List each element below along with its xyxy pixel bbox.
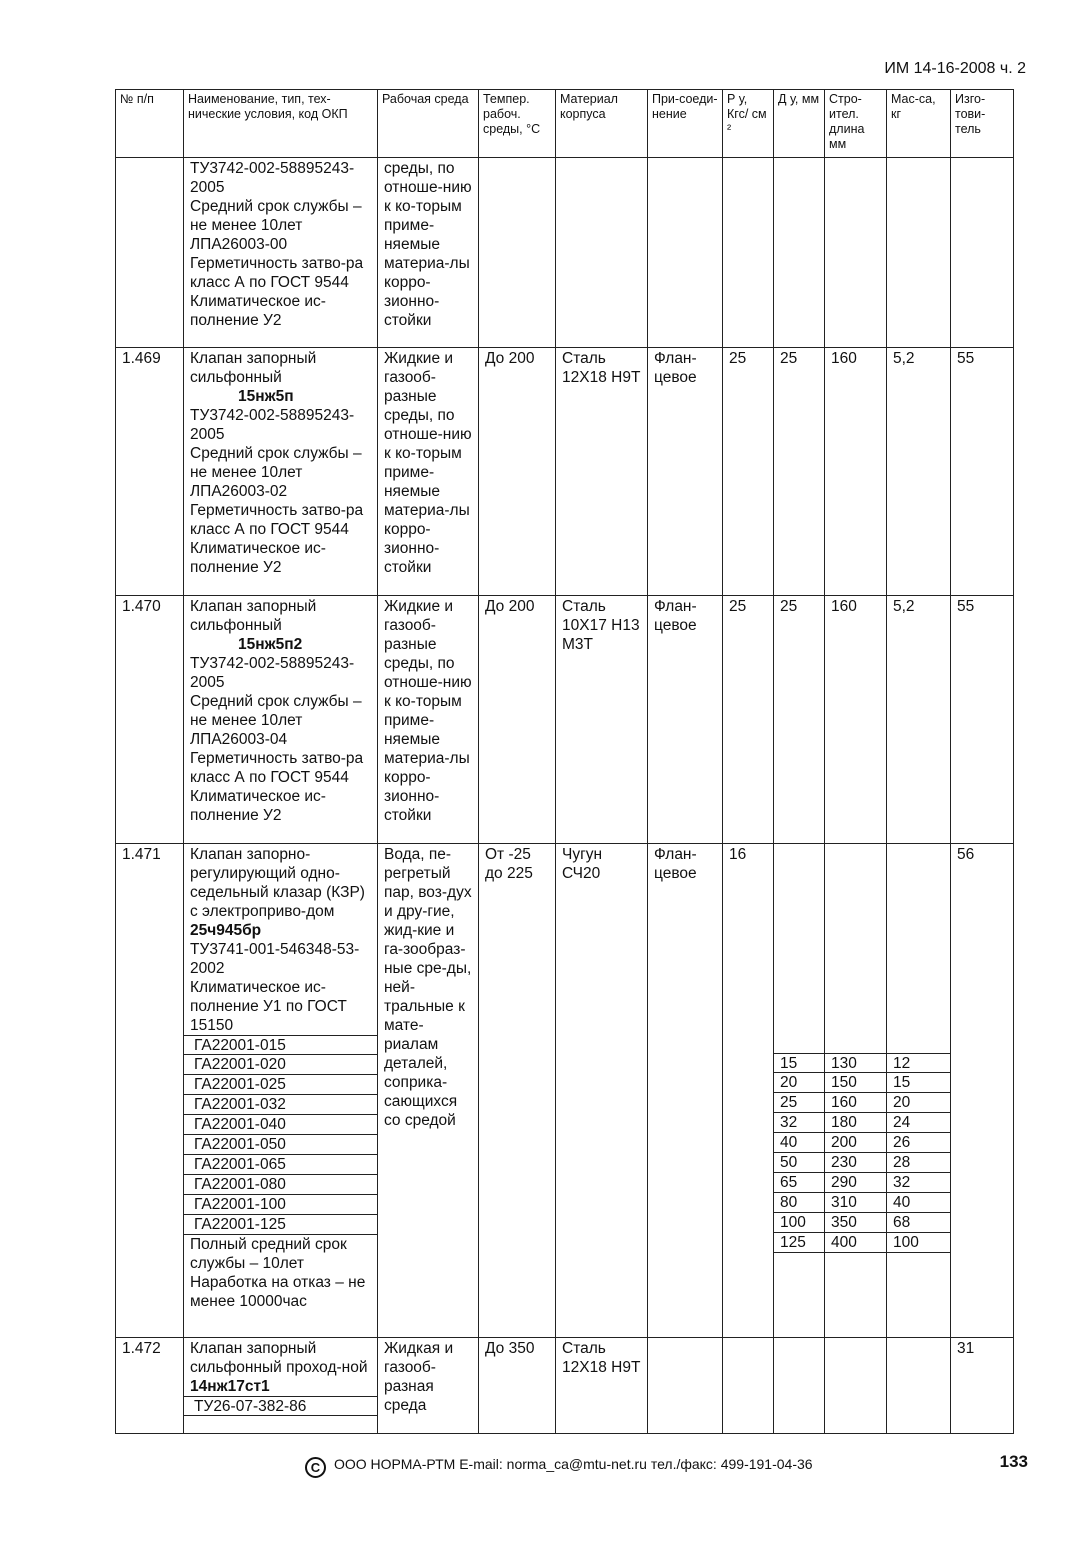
dn-value: 125 bbox=[774, 1233, 824, 1253]
table-row-continuation bbox=[116, 158, 1014, 348]
pressure-cell: 25 bbox=[723, 596, 774, 844]
row-number: 1.472 bbox=[116, 1338, 184, 1434]
row-number: 1.469 bbox=[116, 348, 184, 596]
medium-cell: Жидкая и газооб-разная среда bbox=[378, 1338, 479, 1434]
length-value: 400 bbox=[825, 1233, 886, 1253]
length-value: 310 bbox=[825, 1193, 886, 1213]
model-code: 25ч945бр bbox=[190, 922, 262, 939]
variant-item: ГА22001-040 bbox=[184, 1115, 377, 1135]
length-value: 130 bbox=[825, 1053, 886, 1073]
footer-text: ООО НОРМА-РТМ E-mail: norma_ca@mtu-net.ru тел./факс: 499-191-04-36 bbox=[334, 1456, 813, 1472]
copyright-icon: C bbox=[305, 1457, 326, 1478]
model-code: 14нж17ст1 bbox=[190, 1378, 270, 1395]
variant-item: ГА22001-125 bbox=[184, 1215, 377, 1235]
material-cell: Сталь 12Х18 Н9Т bbox=[556, 348, 648, 596]
maker-cell: 55 bbox=[951, 348, 1014, 596]
medium-cell: Жидкие и газооб-разные среды, по отноше-нию к ко-торым приме-няемые материа-лы корро-зионно-стойки bbox=[378, 596, 479, 844]
medium-cell: среды, по отноше-нию к ко-торым приме-няемые материа-лы корро-зионно-стойки bbox=[378, 158, 479, 348]
col-temp-header: Темпер. рабоч. среды, °С bbox=[479, 90, 556, 158]
col-pressure-header: Р у, Кгс/ см ² bbox=[723, 90, 774, 158]
variant-item: ГА22001-050 bbox=[184, 1135, 377, 1155]
maker-cell: 56 bbox=[951, 844, 1014, 1338]
mass-value: 20 bbox=[887, 1093, 950, 1113]
mass-cell: 5,2 bbox=[887, 596, 951, 844]
mass-cell bbox=[887, 844, 951, 1338]
temp-cell: До 200 bbox=[479, 596, 556, 844]
page-number: 133 bbox=[999, 1452, 1028, 1471]
col-material-header: Материал корпуса bbox=[556, 90, 648, 158]
mass-value: 32 bbox=[887, 1173, 950, 1193]
variant-item: ГА22001-015 bbox=[184, 1035, 377, 1055]
temp-cell: До 350 bbox=[479, 1338, 556, 1434]
temp-cell: До 200 bbox=[479, 348, 556, 596]
connection-cell: Флан-цевое bbox=[648, 596, 723, 844]
dn-value: 80 bbox=[774, 1193, 824, 1213]
dn-list bbox=[774, 1053, 824, 1253]
length-value: 150 bbox=[825, 1073, 886, 1093]
name-cell: Клапан запорно-регулирующий одно-седельный клазар (КЗР) с электроприво-дом 25ч945бр ТУ3741-001-546348-53-2002 Климатическое ис-полнение У1 по ГОСТ 15150 ГА22001-015 ГА22001-020 ГА22001-025 ГА22001-032 ГА22001-040 ГА22001-050 ГА22001-065 ГА22001-080 ГА22001-100 ГА22001-125 Полный средний срок службы – 10лет Наработка на отказ – не менее 10000час bbox=[184, 844, 378, 1338]
tu-code: ТУ26-07-382-86 bbox=[184, 1396, 377, 1416]
length-value: 230 bbox=[825, 1153, 886, 1173]
table-row-1471 bbox=[116, 844, 1014, 1338]
table-row-1469 bbox=[116, 348, 1014, 596]
variant-item: ГА22001-025 bbox=[184, 1075, 377, 1095]
dn-value: 20 bbox=[774, 1073, 824, 1093]
dn-value: 32 bbox=[774, 1113, 824, 1133]
pressure-cell: 25 bbox=[723, 348, 774, 596]
col-medium-header: Рабочая среда bbox=[378, 90, 479, 158]
col-name-header: Наименование, тип, тех-нические условия, код ОКП bbox=[184, 90, 378, 158]
length-value: 200 bbox=[825, 1133, 886, 1153]
medium-cell: Вода, пе-регретый пар, воз-дух и дру-гие, жид-кие и га-зообраз-ные сре-ды, ней-тральные к мате-риалам деталей, соприка-сающихся со средой bbox=[378, 844, 479, 1338]
mass-list bbox=[887, 1053, 950, 1253]
model-code: 15нж5п bbox=[238, 388, 294, 405]
col-length-header: Стро-ител. длина мм bbox=[825, 90, 887, 158]
mass-value: 28 bbox=[887, 1153, 950, 1173]
pressure-cell: 16 bbox=[723, 844, 774, 1338]
variant-item: ГА22001-080 bbox=[184, 1175, 377, 1195]
col-connection-header: При-соеди-нение bbox=[648, 90, 723, 158]
temp-cell: От -25 до 225 bbox=[479, 844, 556, 1338]
dn-cell bbox=[774, 844, 825, 1338]
dn-value: 100 bbox=[774, 1213, 824, 1233]
material-cell: Сталь 10Х17 Н13 М3Т bbox=[556, 596, 648, 844]
length-value: 160 bbox=[825, 1093, 886, 1113]
medium-cell: Жидкие и газооб-разные среды, по отноше-нию к ко-торым приме-няемые материа-лы корро-зионно-стойки bbox=[378, 348, 479, 596]
connection-cell: Флан-цевое bbox=[648, 844, 723, 1338]
maker-cell: 31 bbox=[951, 1338, 1014, 1434]
mass-value: 100 bbox=[887, 1233, 950, 1253]
mass-value: 26 bbox=[887, 1133, 950, 1153]
dn-cell: 25 bbox=[774, 348, 825, 596]
length-list bbox=[825, 1053, 886, 1253]
name-cell: Клапан запорный сильфонный 15нж5п2 ТУ3742-002-58895243-2005 Средний срок службы – не менее 10лет ЛПА26003-04 Герметичность затво-ра класс А по ГОСТ 9544 Климатическое ис-полнение У2 bbox=[184, 596, 378, 844]
variant-item: ГА22001-032 bbox=[184, 1095, 377, 1115]
row-number: 1.470 bbox=[116, 596, 184, 844]
variant-item: ГА22001-100 bbox=[184, 1195, 377, 1215]
mass-value: 24 bbox=[887, 1113, 950, 1133]
connection-cell: Флан-цевое bbox=[648, 348, 723, 596]
length-cell: 160 bbox=[825, 596, 887, 844]
mass-value: 15 bbox=[887, 1073, 950, 1093]
model-code: 15нж5п2 bbox=[238, 636, 303, 653]
length-cell bbox=[825, 844, 887, 1338]
variant-list bbox=[184, 1035, 377, 1235]
table-row-1472 bbox=[116, 1338, 1014, 1434]
length-value: 350 bbox=[825, 1213, 886, 1233]
col-num-header: № п/п bbox=[116, 90, 184, 158]
name-cell: Клапан запорный сильфонный проход-ной 14нж17ст1 ТУ26-07-382-86 bbox=[184, 1338, 378, 1434]
dn-value: 40 bbox=[774, 1133, 824, 1153]
dn-value: 65 bbox=[774, 1173, 824, 1193]
dn-cell: 25 bbox=[774, 596, 825, 844]
document-code: ИМ 14-16-2008 ч. 2 bbox=[884, 60, 1026, 77]
material-cell: Сталь 12Х18 Н9Т bbox=[556, 1338, 648, 1434]
variant-item: ГА22001-020 bbox=[184, 1055, 377, 1075]
variant-item: ГА22001-065 bbox=[184, 1155, 377, 1175]
col-mass-header: Мас-са, кг bbox=[887, 90, 951, 158]
mass-value: 12 bbox=[887, 1053, 950, 1073]
dn-value: 25 bbox=[774, 1093, 824, 1113]
col-dn-header: Д у, мм bbox=[774, 90, 825, 158]
dn-value: 15 bbox=[774, 1053, 824, 1073]
footer bbox=[305, 1456, 813, 1478]
mass-cell: 5,2 bbox=[887, 348, 951, 596]
maker-cell: 55 bbox=[951, 596, 1014, 844]
mass-value: 40 bbox=[887, 1193, 950, 1213]
length-value: 180 bbox=[825, 1113, 886, 1133]
name-cell: Клапан запорный сильфонный 15нж5п ТУ3742-002-58895243-2005 Средний срок службы – не менее 10лет ЛПА26003-02 Герметичность затво-ра класс А по ГОСТ 9544 Климатическое ис-полнение У2 bbox=[184, 348, 378, 596]
col-maker-header: Изго-тови-тель bbox=[951, 90, 1014, 158]
valve-spec-table bbox=[115, 89, 1014, 1434]
mass-value: 68 bbox=[887, 1213, 950, 1233]
length-cell: 160 bbox=[825, 348, 887, 596]
row-number: 1.471 bbox=[116, 844, 184, 1338]
material-cell: Чугун СЧ20 bbox=[556, 844, 648, 1338]
table-row-1470 bbox=[116, 596, 1014, 844]
dn-value: 50 bbox=[774, 1153, 824, 1173]
length-value: 290 bbox=[825, 1173, 886, 1193]
header-row bbox=[116, 90, 1014, 158]
name-cell: ТУ3742-002-58895243-2005 Средний срок службы – не менее 10лет ЛПА26003-00 Герметичность затво-ра класс А по ГОСТ 9544 Климатическое ис-полнение У2 bbox=[184, 158, 378, 348]
